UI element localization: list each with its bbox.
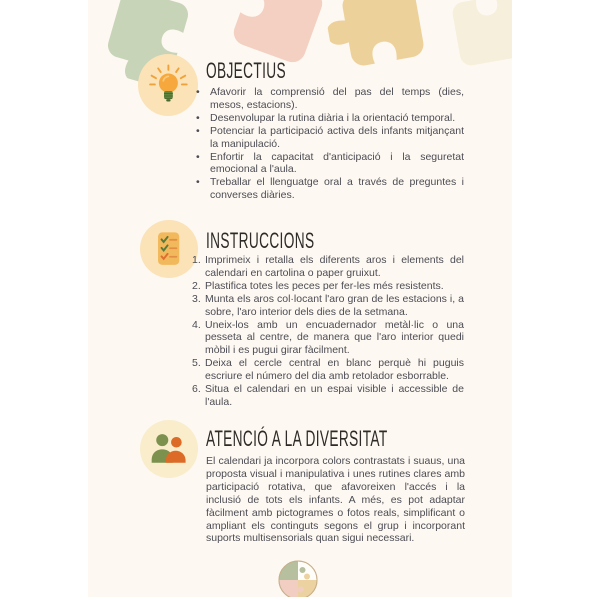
step-number: 5. bbox=[192, 357, 201, 370]
list-item bbox=[192, 293, 464, 319]
people-icon bbox=[146, 426, 191, 471]
bullet-text: Desenvolupar la rutina diària i la orientació temporal. bbox=[210, 111, 456, 124]
objectius-bullet-list bbox=[196, 86, 464, 202]
step-text: Munta els aros col·locant l'aro gran de les estacions i, a sobre, l'aro interior dels dies de la setmana. bbox=[205, 292, 464, 318]
section-title-objectius: OBJECTIUS bbox=[206, 59, 287, 84]
bullet-marker: • bbox=[196, 176, 200, 189]
step-number: 6. bbox=[192, 383, 201, 396]
bullet-marker: • bbox=[196, 150, 200, 163]
bullet-marker: • bbox=[196, 86, 200, 98]
section-title-instruccions: INSTRUCCIONS bbox=[206, 229, 315, 254]
step-text: Deixa el cercle central en blanc perquè hi puguis escriure el número del dia amb retolador esborrable. bbox=[205, 357, 464, 383]
lightbulb-icon bbox=[145, 61, 192, 109]
step-number: 1. bbox=[192, 254, 201, 266]
puzzle-piece-cream-icon bbox=[432, 0, 512, 86]
worksheet-page bbox=[88, 0, 512, 597]
list-item bbox=[196, 176, 464, 202]
bullet-text: Potenciar la participació activa dels infants mitjançant la manipulació. bbox=[210, 124, 464, 150]
checklist-icon bbox=[146, 226, 191, 271]
step-number: 2. bbox=[192, 279, 201, 292]
diversitat-badge bbox=[140, 420, 198, 478]
section-title-diversitat: ATENCIÓ A LA DIVERSITAT bbox=[206, 427, 388, 452]
step-text: Situa el calendari en un espai visible i accessible de l'aula. bbox=[205, 383, 464, 408]
list-item bbox=[196, 112, 464, 125]
bullet-marker: • bbox=[196, 111, 200, 124]
puzzle-piece-gold-icon bbox=[319, 0, 446, 89]
puzzle-logo bbox=[278, 560, 318, 597]
instruccions-step-list bbox=[192, 254, 464, 409]
instruccions-badge bbox=[140, 220, 198, 278]
bullet-marker: • bbox=[196, 124, 200, 137]
list-item bbox=[196, 125, 464, 151]
list-item bbox=[196, 151, 464, 177]
list-item bbox=[192, 357, 464, 383]
bullet-text: Treballar el llenguatge oral a través de preguntes i converses diàries. bbox=[210, 176, 464, 202]
diversitat-paragraph: El calendari ja incorpora colors contrastats i suaus, una proposta visual i manipulativa i unes rutines clares amb participació rotativa, que afavoreixen l'accés i la inclusió de tots els infants. A més, es pot adaptar fàcilment amb pictogrames o fotos reals, simplificant o ampliant els continguts segons el grup i incorporant suports multisensorials quan sigui necessari. bbox=[206, 455, 465, 545]
list-item bbox=[196, 86, 464, 112]
bullet-text: Afavorir la comprensió del pas del temps (dies, mesos, estacions). bbox=[210, 86, 464, 111]
step-number: 3. bbox=[192, 292, 201, 305]
step-text: Uneix-los amb un encuadernador metàl·lic o una pesseta al centre, de manera que l'aro interior quedi mòbil i es pugui girar fàcilment. bbox=[205, 318, 464, 357]
objectius-badge bbox=[138, 54, 198, 116]
step-text: Imprimeix i retalla els diferents aros i elements del calendari en cartolina o paper gruixut. bbox=[205, 254, 464, 279]
list-item bbox=[192, 383, 464, 409]
list-item bbox=[192, 254, 464, 280]
bullet-text: Enfortir la capacitat d'anticipació i la seguretat emocional a l'aula. bbox=[210, 150, 464, 176]
step-number: 4. bbox=[192, 318, 201, 331]
step-text: Plastifica totes les peces per fer-les més resistents. bbox=[205, 279, 444, 292]
list-item bbox=[192, 319, 464, 358]
list-item bbox=[192, 280, 464, 293]
